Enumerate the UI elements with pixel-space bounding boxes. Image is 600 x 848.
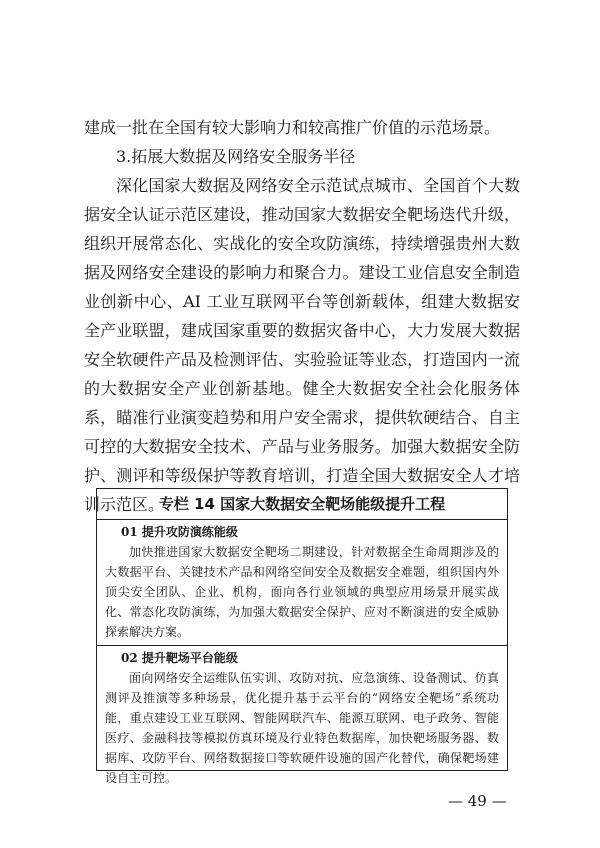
feature-box [96,488,508,785]
box-section-body: 加快推进国家大数据安全靶场二期建设，针对数据全生命周期涉及的大数据平台、关键技术产品和网络空间安全及数据安全难题，组织国内外顶尖安全团队、企业、机构，面向各行业领域的典型应用场景开展实战化、常态化攻防演练，为加强大数据安全保护、应对不断演进的安全威胁探索解决方案。 [105,545,499,639]
paragraph-continued: 建成一批在全国有较大影响力和较高推广价值的示范场景。 [84,118,501,137]
box-section-heading: 02 提升靶场平台能级 [121,651,238,665]
box-section-heading: 01 提升攻防演练能级 [121,525,238,539]
box-section-body: 面向网络安全运维队伍实训、攻防对抗、应急演练、设备测试、仿真测评及推演等多种场景，优化提升基于云平台的“网络安全靶场”系统功能，重点建设工业互联网、智能网联汽车、能源互联网、电子政务、智能医疗、金融科技等模拟仿真环境及行业特色数据库，加快靶场服务器、数据库、攻防平台、网络数据接口等软硬件设施的国产化替代，确保靶场建设自主可控。 [105,671,499,785]
box-section-2 [97,646,507,791]
box-title: 专栏 14 国家大数据安全靶场能级提升工程 [97,489,507,520]
page-number: — 49 — [448,792,507,810]
section-heading: 3.拓展大数据及网络安全服务半径 [116,147,356,166]
box-section-1 [97,520,507,646]
paragraph-main: 深化国家大数据及网络安全示范试点城市、全国首个大数据安全认证示范区建设，推动国家大数据安全靶场迭代升级，组织开展常态化、实战化的安全攻防演练，持续增强贵州大数据及网络安全建设的影响力和聚合力。建设工业信息安全制造业创新中心、AI 工业互联网平台等创新载体，组建大数据安全产业联盟，建成国家重要的数据灾备中心，大力发展大数据安全软硬件产品及检测评估、实验验证等业态，打造国内一流的大数据安全产业创新基地。健全大数据安全社会化服务体系，瞄准行业演变趋势和用户安全需求，提供软硬结合、自主可控的大数据安全技术、产品与业务服务。加强大数据安全防护、测评和等级保护等教育培训，打造全国大数据安全人才培训示范区。 [84,176,520,514]
